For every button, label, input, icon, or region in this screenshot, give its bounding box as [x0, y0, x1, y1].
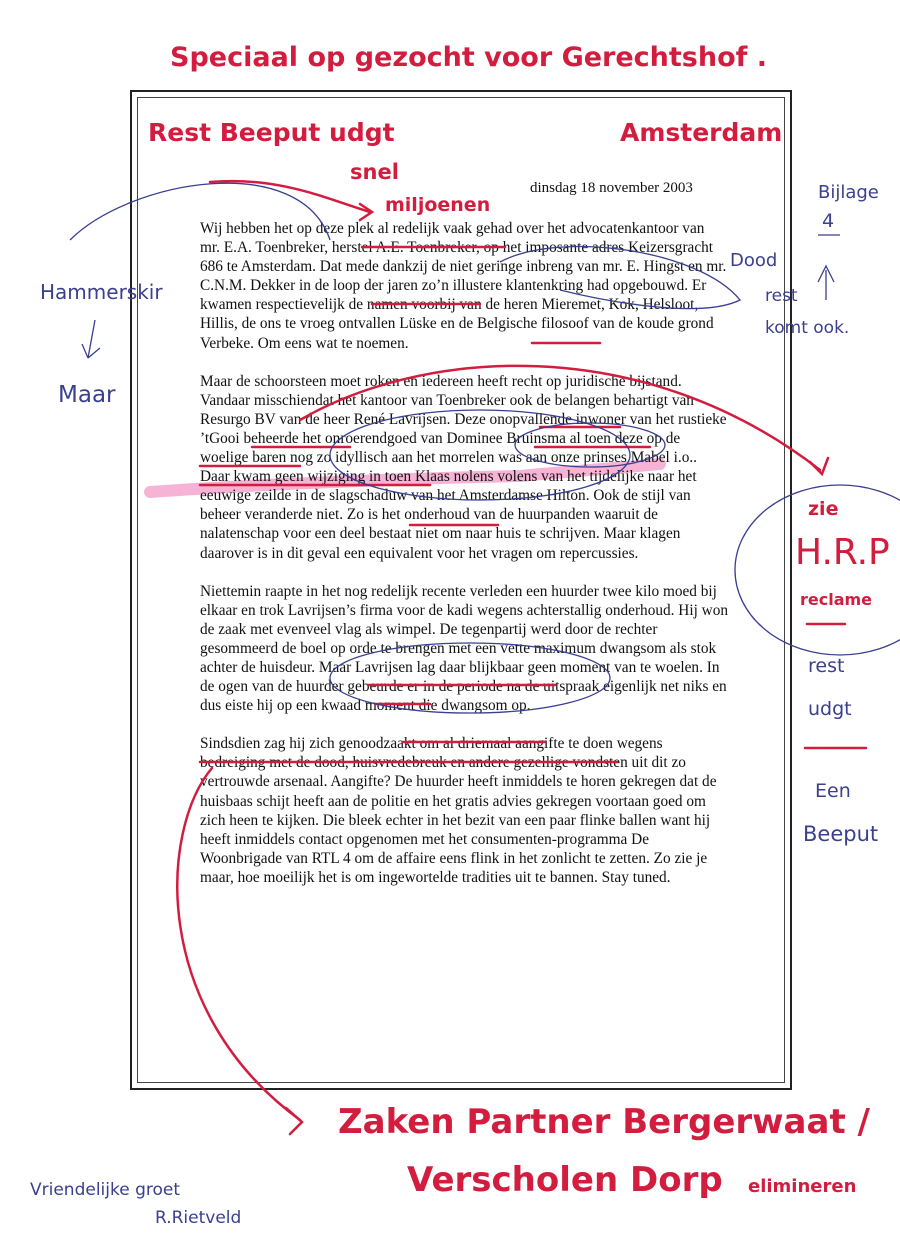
headline-right-annotation: Amsterdam [620, 118, 783, 147]
circle-firma [330, 643, 610, 713]
top-title-annotation: Speciaal op gezocht voor Gerechtshof . [170, 42, 768, 73]
circle-deze [330, 410, 630, 500]
signature-name: R.Rietveld [155, 1208, 242, 1228]
bottom-small-annotation: elimineren [748, 1176, 857, 1197]
reclame-annotation: reclame [800, 590, 873, 609]
headline-sub-annotation: miljoenen [385, 194, 491, 216]
arrow-down-icon [82, 320, 100, 358]
bijlage-annotation: Bijlage [818, 182, 879, 203]
arrow-to-hrp [300, 366, 820, 470]
hammerskir-annotation: Hammerskir [40, 280, 163, 304]
title-underline [210, 181, 370, 212]
article-date: dinsdag 18 november 2003 [530, 180, 693, 196]
arrow-up-icon [818, 266, 834, 300]
arc-line [70, 183, 330, 240]
rest-annotation: rest [765, 286, 798, 306]
udgt-low-annotation: udgt [808, 698, 852, 720]
article-paragraph: Wij hebben het op deze plek al redelijk vaak gehad over het advocatenkantoor van mr. E.A. Toenbreker, herstel A.E. Toenbreker, op het imposante adres Keizersgracht 686 te Amsterdam. Dat mede dankzij de niet geringe inbreng van mr. E. Hingst en mr. C.N.M. Dekker in de loop der jaren zo’n illustere klantenkring had opgebouwd. Er kwamen respectievelijk de namen voorbij van de heren Mieremet, Kok, Helsloot, Hillis, de ons te vroeg ontvallen Lüske en de Belgische filosoof van de koude grond Verbeke. Om eens wat te noemen. [200, 220, 727, 352]
arrow-head-icon [810, 458, 828, 474]
headline-left-annotation: Rest Beeput udgt [148, 118, 395, 147]
signature-greeting: Vriendelijke groet [30, 1180, 181, 1200]
bottom-line2-annotation: Verscholen Dorp [407, 1160, 723, 1200]
een-annotation: Een [815, 780, 851, 802]
rest-low-annotation: rest [808, 655, 845, 677]
headline-mid-annotation: snel [350, 160, 399, 184]
article-paragraph: Sindsdien zag hij zich genoodzaakt om al driemaal aangifte te doen wegens bedreiging met de dood, huisvredebreuk en andere gezellige vondsten uit dit zo vertrouwde arsenaal. Aangifte? De huurder heeft inmiddels te horen gekregen dat de huisbaas schijt heeft aan de politie en het gratis advies gekregen voortaan goed om zich heen te kijken. Die bleek echter in het bezit van een paar flinke ballen want hij heeft inmiddels contact opgenomen met het consumenten-programma De Woonbrigade van RTL 4 om de affaire eens flink in het zonlicht te zetten. Zo zie je maar, hoe moeilijk het is om ingewortelde tradities uit te bannen. Stay tuned. [200, 735, 717, 886]
loop-dood [500, 247, 740, 309]
article-paragraph: Niettemin raapte in het nog redelijk recente verleden een huurder twee kilo moed bij elkaar en trok Lavrijsen’s firma voor de kadi wegens achterstallig onderhoud. Hij won de zaak met evenveel vlag als wimpel. De tegenpartij werd door de rechter gesommeerd de boel op orde te brengen met een vette maximum dwangsom als stok achter de huisdeur. Maar Lavrijsen lag daar blijkbaar geen moment van te woelen. In de ogen van de huurder gebeurde er in de periode na de uitspraak eigenlijk net niks en dus eiste hij op een kwaad moment die dwangsom op. [200, 582, 729, 715]
bottom-line1-annotation: Zaken Partner Bergerwaat / [338, 1102, 870, 1142]
hrp-annotation: H.R.P [795, 532, 890, 573]
article-paragraph: Maar de schoorsteen moet roken en iedereen heeft recht op juridische bijstand. Vandaar misschiendat het kantoor van Toenbreker ook de belangen behartigt van Resurgo BV van de heer René Lavrijsen. Deze onopvallende inwoner van het rustieke ’tGooi beheerde het onroerendgoed van Dominee Bruinsma al toen deze op de woelige baren nog zo idyllisch aan het morrelen was aan onze prinses Mabel i.o.. Daar kwam geen wijziging in toen Klaas nolens volens van het tijdelijke naar het eeuwige zeilde in de slagschaduw van het Amsterdamse Hilton. Ook de stijl van beheer veranderde niet. Zo is het onderhoud van de huurpanden waaruit de nalatenschap voor een deel bestaat niet om naar huis te schrijven. Maar klagen daarover is in dit geval een equivalent voor het vragen om repercussies. [200, 372, 727, 562]
beeput-annotation: Beeput [803, 822, 879, 846]
bijlage-number: 4 [822, 210, 835, 232]
arrow-to-bottom [177, 768, 300, 1120]
komt-ook-annotation: komt ook. [765, 318, 850, 338]
zie-annotation: zie [808, 498, 839, 520]
dood-annotation: Dood [730, 250, 778, 271]
circle-lavrijsen [515, 423, 665, 467]
maar-annotation: Maar [58, 382, 116, 408]
